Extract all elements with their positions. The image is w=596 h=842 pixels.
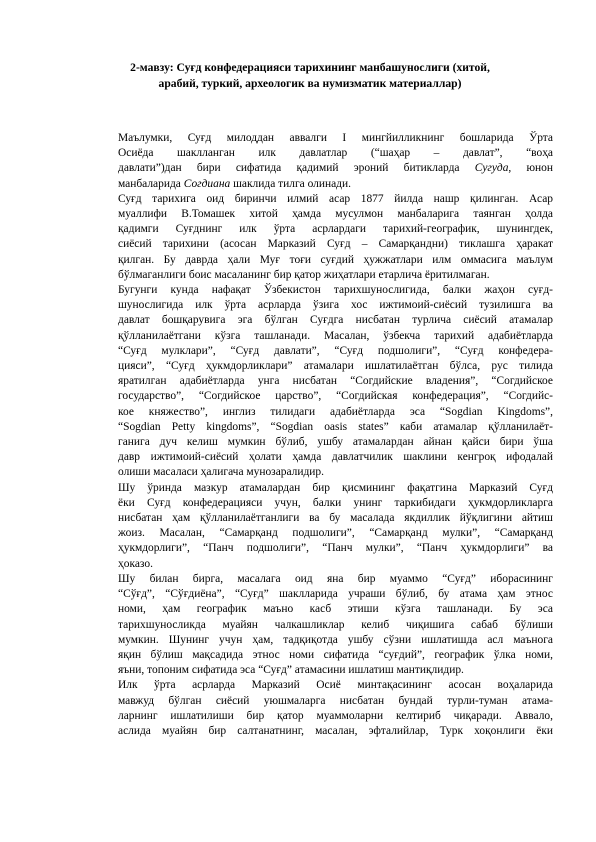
text-line: ҳукмдорлиги”, “Панч подшолиги”, “Панч мулки”, “Панч ҳукмдорлиги” ва xyxy=(118,542,553,555)
paragraph xyxy=(90,481,553,572)
text-line: ҳоказо. xyxy=(118,557,153,570)
text-line: Осиёда шаклланган илк давлатлар (“шаҳар – давлат”, “воҳа xyxy=(118,147,553,160)
paragraph xyxy=(90,192,553,283)
text-run: манбаларида xyxy=(118,177,184,190)
text-line: давр ижтимоий-сиёсий ҳолати ҳамда давлатчилик шаклини кенгроқ ифодалай xyxy=(118,451,553,464)
text-line: олиши масаласи ҳалигача мунозаралидир. xyxy=(118,466,325,479)
text-line: муаллифи В.Томашек хитой ҳамда мусулмон манбаларига таянган ҳолда xyxy=(118,208,553,221)
text-line: яратилган адабиётларда унга нисбатан “Согдийские владения”, “Согдийское xyxy=(118,375,553,388)
text-line: Суғд тарихига оид биринчи илмий асар 1877 йилда нашр қилинган. Асар xyxy=(118,192,553,205)
text-line xyxy=(90,177,553,192)
text-line: ларнинг ишлатилиши бир қатор муаммоларни келтириб чиқаради. Аввало, xyxy=(118,709,553,722)
paragraph xyxy=(90,283,553,481)
italic-term: Сугуда xyxy=(474,162,509,175)
text-line: қилган. Бу даврда ҳали Муғ тоғи суғдий ҳужжатлари илм оммасига маълум xyxy=(118,253,553,266)
text-run: давлати”)дан бири сифатида қадимий эроний битикларда xyxy=(118,162,475,175)
text-line: аслида муайян бир салтанатнинг, масалан, эфталийлар, Турк хоқонлиги ёки xyxy=(118,724,553,737)
heading-line: 2-мавзу: Суғд конфедерацияси тарихининг манбашунослиги (хитой, xyxy=(130,61,490,74)
text-line: ганига дуч келиш мумкин бўлиб, ушбу атамалардан айнан қайси бири ўша xyxy=(118,436,553,449)
text-line: тарихшуносликда муайян чалкашликлар келиб чиқишига сабаб бўлиши xyxy=(118,618,553,631)
text-line: давлат бошқарувига эга бўлган Суғдга нисбатан турлича сиёсий атамалар xyxy=(118,314,553,327)
section-heading xyxy=(90,60,530,92)
text-line: сиёсий тарихини (асосан Марказий Суғд – Самарқандни) тиклашга ҳаракат xyxy=(118,238,553,251)
text-line: жоиз. Масалан, “Самарқанд подшолиги”, “Самарқанд мулки”, “Самарқанд xyxy=(118,527,553,540)
text-line: ёки Суғд конфедерацияси учун, балки унинг таркибидаги ҳукмдорликларга xyxy=(118,496,553,509)
text-line: Маълумки, Суғд милоддан аввалги I мингйилликнинг бошларида Ўрта xyxy=(118,132,553,144)
text-line: яъни, топоним сифатида эса “Суғд” атамасини ишлатиш мантиқлидир. xyxy=(118,664,464,677)
text-line: мумкин. Шунинг учун ҳам, тадқиқотда ушбу сўзни ишлатишда асл маънога xyxy=(118,633,553,646)
text-line: қўлланилаётгани кўзга ташланади. Масалан, ўзбекча тарихий адабиётларда xyxy=(118,329,553,342)
heading-line: арабий, туркий, археологик ва нумизматик материаллар) xyxy=(158,77,462,90)
text-run: шаклида тилга олинади. xyxy=(230,177,351,190)
text-line: Шу ўринда мазкур атамалардан бир қисмининг фақатгина Марказий Суғд xyxy=(118,481,553,494)
paragraph xyxy=(90,572,553,678)
document-body xyxy=(90,131,553,739)
text-line: Шу билан бирга, масалага оид яна бир муаммо “Суғд” иборасининг xyxy=(118,572,553,585)
text-line: “Сўғд”, “Сўғдиёна”, “Суғд” шаклларида учраши бўлиб, бу атама ҳам этнос xyxy=(118,588,553,601)
text-line: қадимги Суғднинг илк ўрта асрлардаги тарихий-географик, шунингдек, xyxy=(118,223,553,236)
text-line: цияси”, “Суғд ҳукмдорликлари” атамалари ишлатилаётган бўлса, рус тилида xyxy=(118,360,553,373)
text-line: яқин бўлиш мақсадида этнос номи сифатида “суғдий”, географик ўлка номи, xyxy=(118,648,553,661)
text-line: номи, ҳам географик маъно касб этиши кўзга ташланади. Бу эса xyxy=(118,603,553,616)
text-line xyxy=(90,161,553,176)
text-line: бўлмаганлиги боис масаланинг бир қатор жиҳатлари етарлича ёритилмаган. xyxy=(118,268,490,281)
paragraph xyxy=(90,131,553,192)
text-run: , юнон xyxy=(508,162,553,175)
text-line: Бугунги кунда нафақат Ўзбекистон тарихшунослигида, балки жаҳон суғд- xyxy=(118,284,553,297)
text-line: государство”, “Согдийское царство”, “Согдийская конфедерация”, “Согдийс- xyxy=(118,390,553,403)
text-line: кое княжество”, инглиз тилидаги адабиётларда эса “Sogdian Kingdoms”, xyxy=(118,405,553,418)
italic-term: Согдиана xyxy=(183,177,231,190)
text-line: мавжуд бўлган сиёсий уюшмаларга нисбатан бундай турли-туман атама- xyxy=(118,694,553,707)
text-line: шунослигида илк ўрта асрларда ўзига хос ижтимоий-сиёсий тузилишга ва xyxy=(118,299,553,312)
text-line: “Суғд мулклари”, “Суғд давлати”, “Суғд подшолиги”, “Суғд конфедера- xyxy=(118,344,553,357)
text-line: “Sogdian Petty kingdoms”, “Sogdian oasis states” каби атамалар қўлланилаёт- xyxy=(118,420,553,433)
text-line: Илк ўрта асрларда Марказий Осиё минтақасининг асосан воҳаларида xyxy=(118,679,553,692)
text-line: нисбатан ҳам қўлланилаётганлиги ва бу масалада якдиллик йўқлигини айтиш xyxy=(118,512,553,525)
paragraph xyxy=(90,678,553,739)
